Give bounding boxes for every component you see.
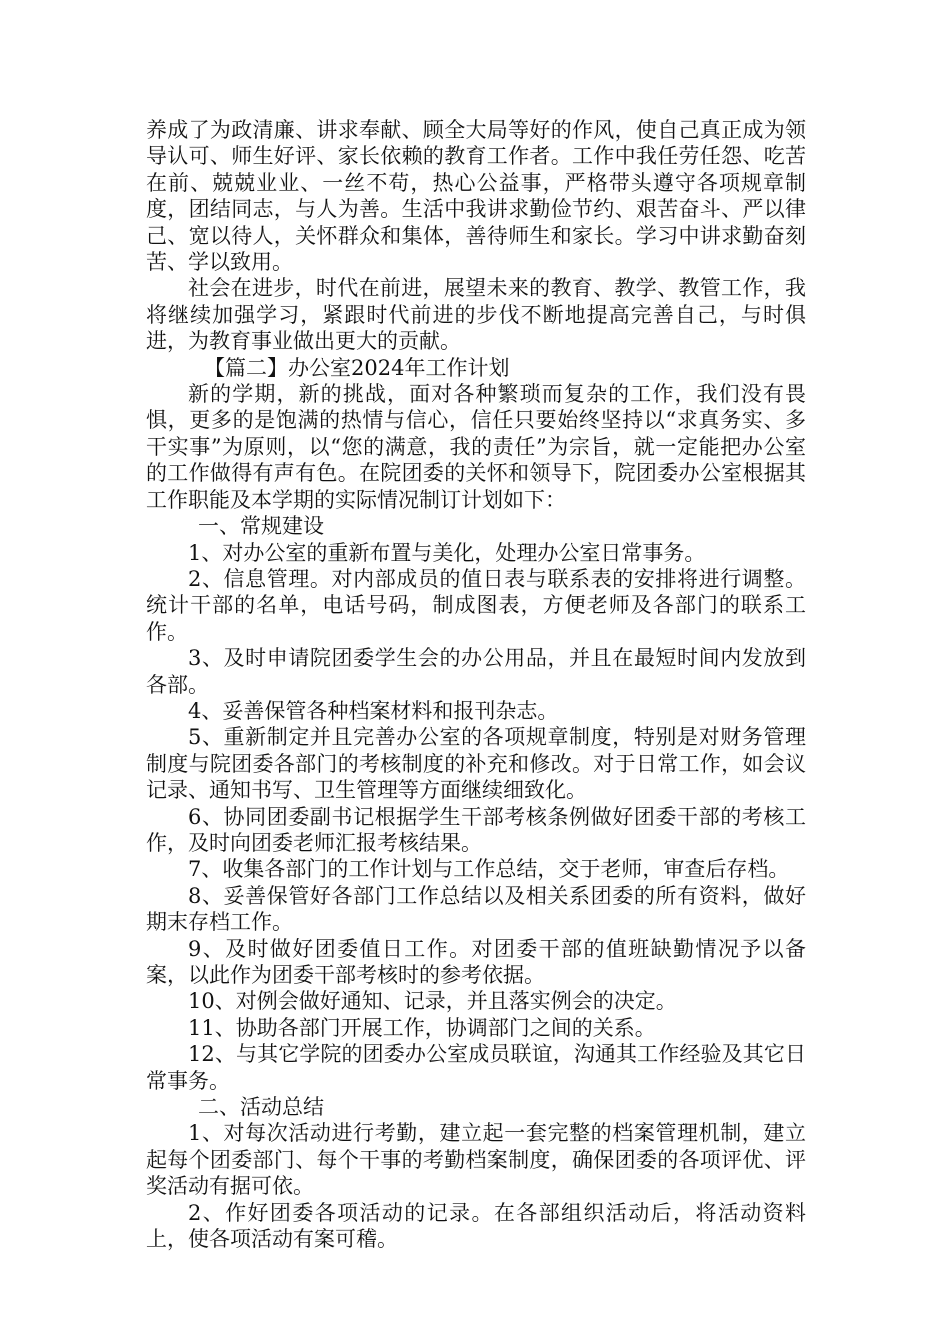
list-item-routine-12: 12、与其它学院的团委办公室成员联谊，沟通其工作经验及其它日常事务。 xyxy=(146,1042,806,1093)
list-item-routine-6: 6、协同团委副书记根据学生干部考核条例做好团委干部的考核工作，及时向团委老师汇报考核结果。 xyxy=(146,804,806,855)
section-title-part-two: 【篇二】办公室2024年工作计划 xyxy=(204,355,510,380)
list-item-routine-10: 10、对例会做好通知、记录，并且落实例会的决定。 xyxy=(188,989,677,1014)
list-item-routine-1: 1、对办公室的重新布置与美化，处理办公室日常事务。 xyxy=(188,540,706,565)
list-item-routine-5: 5、重新制定并且完善办公室的各项规章制度，特别是对财务管理制度与院团委各部门的考核制度的补充和修改。对于日常工作，如会议记录、通知书写、卫生管理等方面继续细致化。 xyxy=(146,725,806,803)
list-item-activity-1: 1、对每次活动进行考勤，建立起一套完整的档案管理机制，建立起每个团委部门、每个干事的考勤档案制度，确保团委的各项评优、评奖活动有据可依。 xyxy=(146,1121,806,1199)
list-item-routine-8: 8、妥善保管好各部门工作总结以及相关系团委的所有资料，做好期末存档工作。 xyxy=(146,883,806,935)
list-item-routine-4: 4、妥善保管各种档案材料和报刊杂志。 xyxy=(188,698,559,723)
list-item-routine-9: 9、及时做好团委值日工作。对团委干部的值班缺勤情况予以备案，以此作为团委干部考核时的参考依据。 xyxy=(146,936,806,987)
list-item-routine-7: 7、收集各部门的工作计划与工作总结，交于老师，审查后存档。 xyxy=(188,857,790,882)
list-item-routine-2: 2、信息管理。对内部成员的值日表与联系表的安排将进行调整。统计干部的名单，电话号码，制成图表，方便老师及各部门的联系工作。 xyxy=(146,566,806,644)
paragraph-introduction: 新的学期，新的挑战，面对各种繁琐而复杂的工作，我们没有畏惧，更多的是饱满的热情与信心，信任只要始终坚持以“求真务实、多干实事”为原则，以“您的满意，我的责任”为宗旨，就一定能把办公室的工作做得有声有色。在院团委的关怀和领导下，院团委办公室根据其工作职能及本学期的实际情况制订计划如下： xyxy=(146,382,806,512)
list-item-routine-11: 11、协助各部门开展工作，协调部门之间的关系。 xyxy=(188,1015,656,1040)
paragraph-outlook: 社会在进步，时代在前进，展望未来的教育、教学、教管工作，我将继续加强学习，紧跟时代前进的步伐不断地提高完善自己，与时俱进，为教育事业做出更大的贡献。 xyxy=(146,276,806,354)
heading-routine-construction: 一、常规建设 xyxy=(198,514,324,539)
paragraph-conduct: 养成了为政清廉、讲求奉献、顾全大局等好的作风，使自己真正成为领导认可、师生好评、家长依赖的教育工作者。工作中我任劳任怨、吃苦在前、兢兢业业、一丝不苟，热心公益事，严格带头遵守各项规章制度，团结同志，与人为善。生活中我讲求勤俭节约、艰苦奋斗、严以律己、宽以待人，关怀群众和集体，善待师生和家长。学习中讲求勤奋刻苦、学以致用。 xyxy=(146,118,806,275)
document-body xyxy=(146,117,806,1252)
list-item-routine-3: 3、及时申请院团委学生会的办公用品，并且在最短时间内发放到各部。 xyxy=(146,646,806,697)
heading-activity-summary: 二、活动总结 xyxy=(198,1095,324,1120)
list-item-activity-2: 2、作好团委各项活动的记录。在各部组织活动后，将活动资料上，使各项活动有案可稽。 xyxy=(146,1200,806,1252)
